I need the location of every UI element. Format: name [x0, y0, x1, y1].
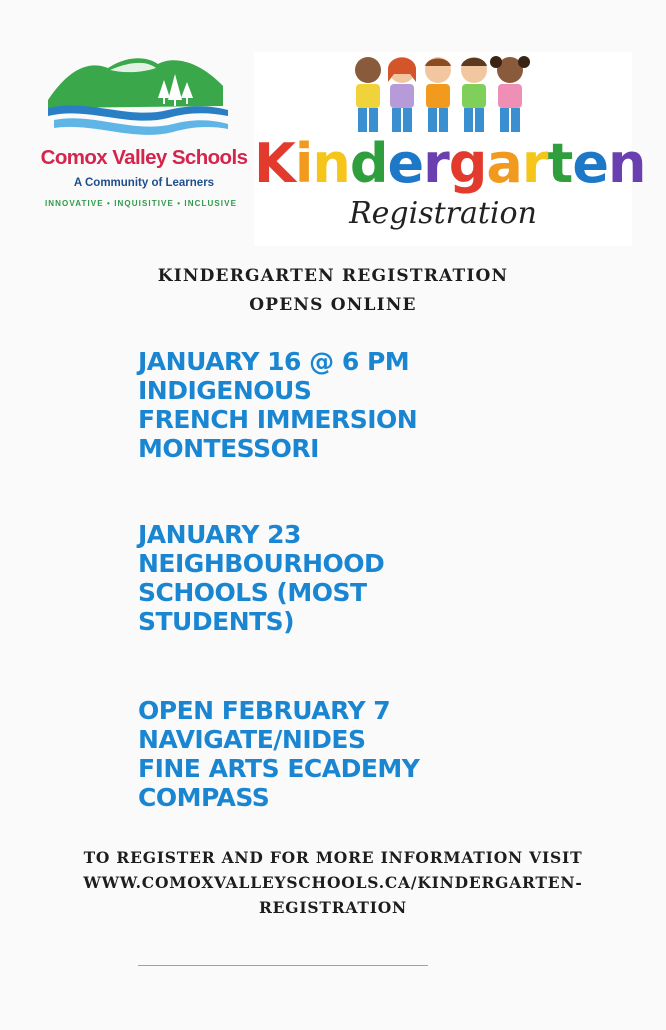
- children-holding-hands-illustration: [350, 52, 530, 138]
- kg-letter: a: [486, 132, 522, 195]
- group-line: JANUARY 16 @ 6 PM: [138, 347, 410, 376]
- kg-letter: n: [607, 132, 646, 195]
- school-values: INNOVATIVE • INQUISITIVE • INCLUSIVE: [44, 199, 238, 208]
- footer-url-line[interactable]: REGISTRATION: [258, 898, 408, 917]
- group-line: NAVIGATE/NIDES: [138, 725, 366, 754]
- group-line: NEIGHBOURHOOD: [138, 549, 385, 578]
- group-line: JANUARY 23: [138, 520, 301, 549]
- kg-letter: i: [294, 132, 313, 195]
- kg-letter: r: [423, 132, 449, 195]
- school-name: Comox Valley Schools: [40, 146, 248, 169]
- group-line: STUDENTS): [138, 607, 295, 636]
- group-line: SCHOOLS (MOST: [138, 578, 367, 607]
- heading-line: OPENS ONLINE: [249, 295, 417, 315]
- group-line: FINE ARTS ECADEMY: [138, 754, 420, 783]
- heading-line: KINDERGARTEN REGISTRATION: [157, 266, 509, 286]
- group-line: FRENCH IMMERSION: [138, 405, 418, 434]
- kindergarten-banner: [254, 52, 646, 246]
- school-tagline: A Community of Learners: [73, 177, 215, 189]
- kg-letter: t: [547, 132, 573, 195]
- registration-subtitle: Registration: [349, 196, 537, 231]
- kg-letter: r: [521, 132, 548, 195]
- group-line: INDIGENOUS: [138, 376, 312, 405]
- kg-letter: g: [448, 132, 487, 195]
- group-line: MONTESSORI: [138, 434, 319, 463]
- registration-group-jan16: [138, 347, 417, 463]
- footer-line: TO REGISTER AND FOR MORE INFORMATION VISIT: [83, 848, 583, 867]
- mountain-river-trees-icon: [48, 50, 228, 140]
- divider-line: [138, 965, 428, 966]
- registration-group-jan23: [138, 520, 384, 636]
- school-district-logo: [26, 48, 251, 218]
- group-line: OPEN FEBRUARY 7: [138, 696, 391, 725]
- footer-url-line[interactable]: WWW.COMOXVALLEYSCHOOLS.CA/KINDERGARTEN-: [83, 873, 583, 892]
- group-line: COMPASS: [138, 783, 270, 812]
- page-heading: [0, 262, 666, 320]
- kg-letter: K: [254, 132, 295, 195]
- kg-letter: d: [349, 132, 388, 195]
- kindergarten-word: [254, 132, 646, 196]
- kg-letter: e: [572, 132, 608, 195]
- registration-group-feb7: [138, 696, 419, 812]
- kg-letter: n: [312, 132, 350, 195]
- kg-letter: e: [387, 132, 424, 195]
- footer-info: [0, 845, 666, 920]
